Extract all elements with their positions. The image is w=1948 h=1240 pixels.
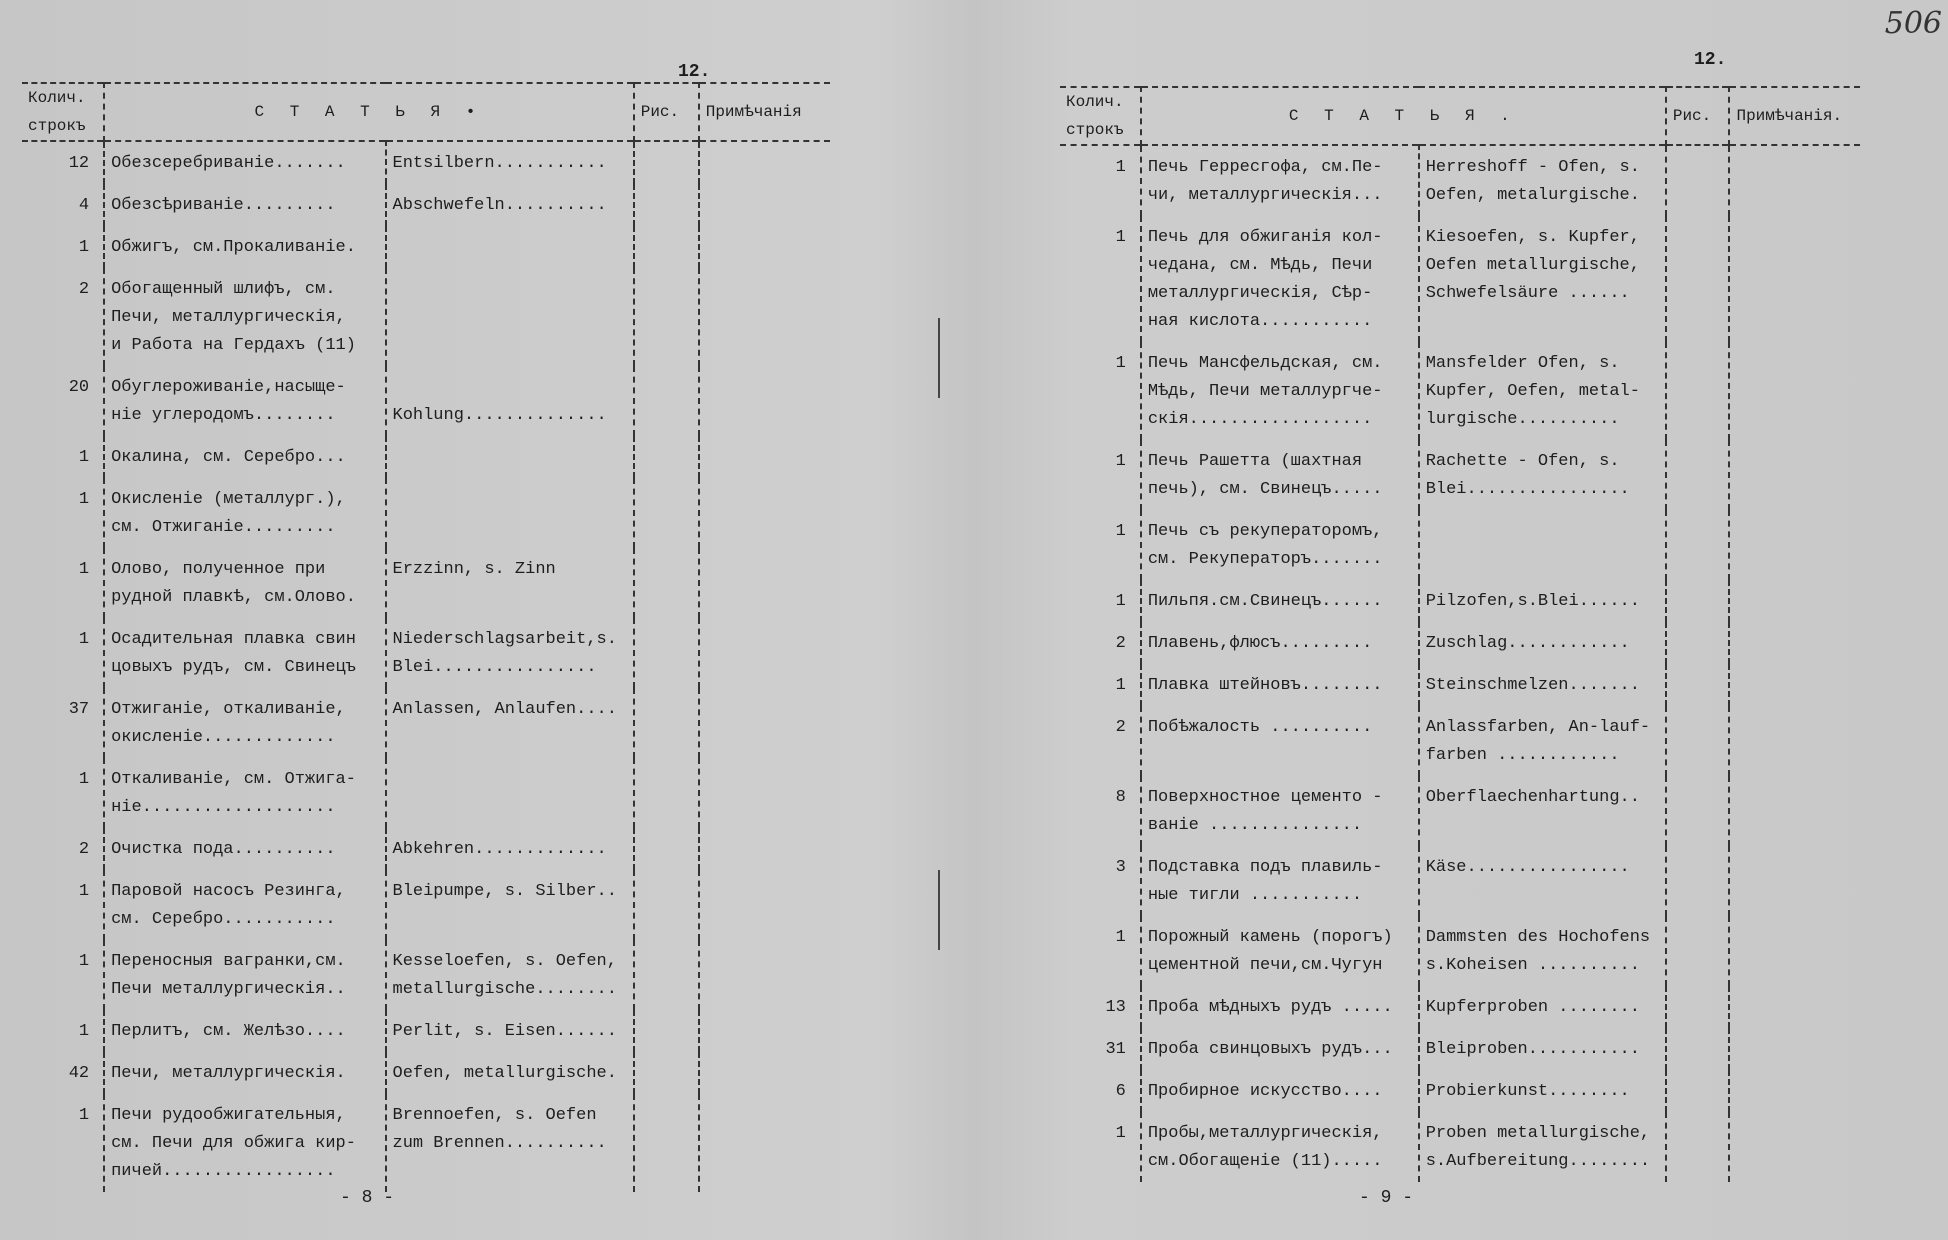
notes-cell [699,1052,830,1094]
row-quantity: 1 [1115,928,1126,947]
notes-cell [699,1010,830,1052]
german-term [386,268,634,366]
right-index-table [1060,86,1860,1182]
russian-term: Печи, металлургическія. [104,1052,385,1094]
row-quantity: 20 [68,378,90,397]
notes-cell [699,268,830,366]
figure-cell [1666,145,1730,216]
row-quantity: 4 [78,196,90,215]
notes-cell [699,436,830,478]
table-row [22,184,830,226]
figure-cell [1666,622,1730,664]
row-quantity: 6 [1115,1082,1126,1101]
russian-term: Обжигъ, см.Прокаливаніе. [104,226,385,268]
right-page [974,0,1948,1240]
notes-cell [1729,706,1860,776]
row-quantity: 2 [1115,718,1126,737]
row-quantity: 3 [1115,858,1126,877]
row-quantity: 1 [1115,158,1126,177]
russian-term: Порожный камень (порогъ) цементной печи,см.Чугун [1141,916,1419,986]
row-quantity: 12 [68,154,90,173]
german-term [1419,510,1666,580]
russian-term: Паровой насосъ Резинга, см. Серебро........... [104,870,385,940]
russian-term: Олово, полученное при рудной плавкѣ, см.Олово. [104,548,385,618]
german-term: Bleipumpe, s. Silber.. [386,870,634,940]
russian-term: Печи рудообжигательныя, см. Печи для обжига кир- пичей................. [104,1094,385,1192]
table-row [1060,510,1860,580]
row-quantity: 13 [1105,998,1126,1017]
figure-cell [1666,510,1730,580]
german-term: Kupferproben ........ [1419,986,1666,1028]
notes-cell [699,618,830,688]
figure-cell [1666,916,1730,986]
row-quantity: 1 [78,490,90,509]
german-term: Kesseloefen, s. Oefen, metallurgische........ [386,940,634,1010]
table-row [22,758,830,828]
german-term: Käse................ [1419,846,1666,916]
german-term: Proben metallurgische, s.Aufbereitung........ [1419,1112,1666,1182]
row-quantity: 1 [1115,1124,1126,1143]
russian-term: Проба мѣдныхъ рудъ ..... [1141,986,1419,1028]
notes-cell [699,184,830,226]
table-row [1060,1112,1860,1182]
russian-term: Печь Герресгофа, см.Пе- чи, металлургическія... [1141,145,1419,216]
notes-cell [699,940,830,1010]
figure-cell [634,758,699,828]
german-term: Abschwefeln.......... [386,184,634,226]
notes-cell [1729,664,1860,706]
table-row [22,1094,830,1192]
table-row [1060,1028,1860,1070]
notes-cell [699,478,830,548]
notes-cell [699,366,830,436]
figure-cell [1666,440,1730,510]
figure-cell [634,548,699,618]
russian-term: Побѣжалость .......... [1141,706,1419,776]
german-term: Rachette - Ofen, s. Blei................ [1419,440,1666,510]
table-row [1060,706,1860,776]
row-quantity: 1 [78,1106,90,1125]
notes-cell [699,548,830,618]
table-row [1060,664,1860,706]
german-term: Herreshoff - Ofen, s. Oefen, metalurgische. [1419,145,1666,216]
russian-term: Обезсѣриваніе......... [104,184,385,226]
figure-cell [1666,846,1730,916]
german-term: Mansfelder Ofen, s. Kupfer, Oefen, metal- lurgische.......... [1419,342,1666,440]
table-row [1060,846,1860,916]
notes-header: Примѣчанія [699,83,830,141]
row-quantity: 1 [1115,522,1126,541]
russian-term: Перлитъ, см. Желѣзо.... [104,1010,385,1052]
notes-cell [1729,1070,1860,1112]
right-page-top-number: 12. [1694,50,1727,70]
figure-cell [1666,986,1730,1028]
russian-term: Печь Рашетта (шахтная печь), см. Свинецъ..... [1141,440,1419,510]
left-page-top-number: 12. [678,62,711,82]
row-quantity: 1 [78,630,90,649]
row-quantity: 1 [1115,354,1126,373]
russian-term: Плавень,флюсъ......... [1141,622,1419,664]
table-row [1060,580,1860,622]
table-row [22,618,830,688]
notes-cell [1729,342,1860,440]
german-term [386,226,634,268]
fig-header: Рис. [634,83,699,141]
figure-cell [634,618,699,688]
margin-bracket [938,318,946,398]
german-term: Dammsten des Hochofens s.Koheisen .......... [1419,916,1666,986]
german-term: Bleiproben........... [1419,1028,1666,1070]
german-term [386,478,634,548]
german-term: Zuschlag............ [1419,622,1666,664]
notes-cell [1729,510,1860,580]
figure-cell [634,1094,699,1192]
table-row [22,226,830,268]
german-term: Oefen, metallurgische. [386,1052,634,1094]
table-row [22,828,830,870]
row-quantity: 1 [78,952,90,971]
row-quantity: 37 [68,700,90,719]
russian-term: Пробирное искусство.... [1141,1070,1419,1112]
russian-term: Печь Мансфельдская, см. Мѣдь, Печи металлургче- скія.................. [1141,342,1419,440]
table-row [1060,776,1860,846]
notes-cell [1729,916,1860,986]
right-table-header [1060,87,1860,145]
left-table-body [22,141,830,1192]
german-term: Erzzinn, s. Zinn [386,548,634,618]
table-row [22,1052,830,1094]
figure-cell [634,940,699,1010]
figure-cell [1666,1070,1730,1112]
figure-cell [634,226,699,268]
row-quantity: 1 [78,770,90,789]
notes-cell [1729,622,1860,664]
russian-term: Печь для обжиганія кол- чедана, см. Мѣдь, Печи металлургическія, Сѣр- ная кислота........... [1141,216,1419,342]
russian-term: Проба свинцовыхъ рудъ... [1141,1028,1419,1070]
german-term: Kohlung.............. [386,366,634,436]
row-quantity: 1 [78,560,90,579]
figure-cell [634,268,699,366]
row-quantity: 1 [78,1022,90,1041]
russian-term: Отжиганіе, откаливаніе, окисленіе............. [104,688,385,758]
german-term: Pilzofen,s.Blei...... [1419,580,1666,622]
notes-cell [699,1094,830,1192]
notes-header: Примѣчанія. [1729,87,1860,145]
figure-cell [634,478,699,548]
russian-term: Подставка подъ плавиль- ные тигли ........... [1141,846,1419,916]
left-table-header [22,83,830,141]
left-page-number: - 8 - [340,1188,395,1208]
folio-mark: 506 [1884,6,1942,41]
figure-cell [634,141,699,184]
russian-term: Обогащенный шлифъ, см. Печи, металлургическія, и Работа на Гердахъ (11) [104,268,385,366]
notes-cell [1729,1028,1860,1070]
figure-cell [634,828,699,870]
russian-term: Очистка пода.......... [104,828,385,870]
table-row [22,141,830,184]
notes-cell [1729,1112,1860,1182]
margin-bracket [938,870,946,950]
table-row [22,268,830,366]
table-row [1060,986,1860,1028]
notes-cell [699,870,830,940]
figure-cell [1666,580,1730,622]
notes-cell [699,688,830,758]
russian-term: Обезсеребриваніе....... [104,141,385,184]
row-quantity: 1 [78,238,90,257]
row-quantity: 1 [1115,452,1126,471]
german-term [386,436,634,478]
table-row [1060,440,1860,510]
figure-cell [1666,664,1730,706]
german-term: Brennoefen, s. Oefen zum Brennen.......... [386,1094,634,1192]
article-header: С Т А Т Ь Я • [104,83,634,141]
notes-cell [1729,440,1860,510]
row-quantity: 1 [1115,592,1126,611]
table-row [22,436,830,478]
figure-cell [634,366,699,436]
notes-cell [699,828,830,870]
german-term [386,758,634,828]
row-quantity: 2 [1115,634,1126,653]
row-quantity: 8 [1115,788,1126,807]
figure-cell [1666,342,1730,440]
notes-cell [699,758,830,828]
figure-cell [1666,1028,1730,1070]
russian-term: Осадительная плавка свин цовыхъ рудъ, см. Свинецъ [104,618,385,688]
german-term: Steinschmelzen....... [1419,664,1666,706]
figure-cell [634,184,699,226]
notes-cell [699,226,830,268]
qty-header: Колич. строкъ [28,89,86,135]
notes-cell [1729,776,1860,846]
russian-term: Окисленіе (металлург.), см. Отжиганіе......... [104,478,385,548]
notes-cell [1729,216,1860,342]
table-row [22,548,830,618]
figure-cell [634,1010,699,1052]
row-quantity: 42 [68,1064,90,1083]
russian-term: Откаливаніе, см. Отжига- ніе................... [104,758,385,828]
german-term: Oberflaechenhartung.. [1419,776,1666,846]
german-term: Anlassfarben, An-lauf- farben ............ [1419,706,1666,776]
article-header: С Т А Т Ь Я . [1141,87,1666,145]
figure-cell [634,870,699,940]
table-row [1060,916,1860,986]
russian-term: Печь съ рекуператоромъ, см. Рекуператоръ....... [1141,510,1419,580]
table-row [1060,145,1860,216]
russian-term: Поверхностное цементо - ваніе ............... [1141,776,1419,846]
row-quantity: 1 [78,882,90,901]
table-row [1060,216,1860,342]
row-quantity: 1 [1115,228,1126,247]
row-quantity: 1 [1115,676,1126,695]
german-term: Perlit, s. Eisen...... [386,1010,634,1052]
table-row [1060,342,1860,440]
russian-term: Пильпя.см.Свинецъ...... [1141,580,1419,622]
notes-cell [1729,580,1860,622]
russian-term: Плавка штейновъ........ [1141,664,1419,706]
right-table-body [1060,145,1860,1182]
table-row [22,366,830,436]
german-term: Entsilbern........... [386,141,634,184]
russian-term: Переносныя вагранки,см. Печи металлургическія.. [104,940,385,1010]
figure-cell [1666,1112,1730,1182]
german-term: Niederschlagsarbeit,s. Blei................ [386,618,634,688]
figure-cell [1666,216,1730,342]
german-term: Anlassen, Anlaufen.... [386,688,634,758]
fig-header: Рис. [1666,87,1730,145]
table-row [22,940,830,1010]
table-row [22,688,830,758]
notes-cell [1729,986,1860,1028]
german-term: Abkehren............. [386,828,634,870]
figure-cell [1666,776,1730,846]
qty-header: Колич. строкъ [1066,93,1124,139]
row-quantity: 31 [1105,1040,1126,1059]
russian-term: Окалина, см. Серебро... [104,436,385,478]
notes-cell [1729,145,1860,216]
figure-cell [634,1052,699,1094]
row-quantity: 2 [78,840,90,859]
notes-cell [699,141,830,184]
russian-term: Пробы,металлургическія, см.Обогащеніе (11)..... [1141,1112,1419,1182]
table-row [22,478,830,548]
table-row [1060,1070,1860,1112]
figure-cell [634,688,699,758]
table-row [22,1010,830,1052]
notes-cell [1729,846,1860,916]
right-page-number: - 9 - [1359,1188,1414,1208]
left-index-table [22,82,830,1192]
table-row [22,870,830,940]
figure-cell [1666,706,1730,776]
german-term: Probierkunst........ [1419,1070,1666,1112]
german-term: Kiesoefen, s. Kupfer, Oefen metallurgische, Schwefelsäure ...... [1419,216,1666,342]
row-quantity: 2 [78,280,90,299]
table-row [1060,622,1860,664]
row-quantity: 1 [78,448,90,467]
figure-cell [634,436,699,478]
russian-term: Обуглероживаніе,насыще- ніе углеродомъ........ [104,366,385,436]
